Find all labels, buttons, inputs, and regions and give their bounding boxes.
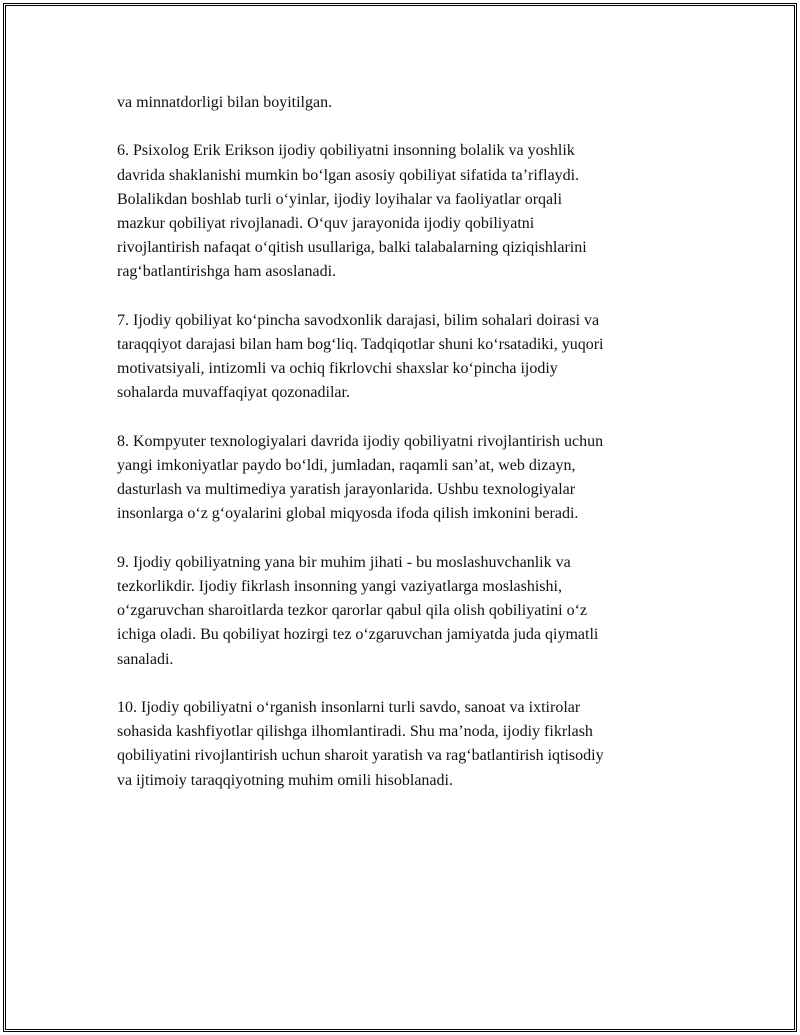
text-line: mazkur qobiliyat rivojlanadi. O‘quv jarayonida ijodiy qobiliyatni <box>117 215 535 232</box>
text-line: qobiliyatini rivojlantirish uchun sharoit yaratish va rag‘batlantirish iqtisodiy <box>117 747 604 765</box>
text-line: motivatsiyali, intizomli va ochiq fikrlovchi shaxslar ko‘pincha ijodiy <box>117 360 558 378</box>
paragraph-7 <box>117 309 687 406</box>
text-line: Bolalikdan boshlab turli o‘yinlar, ijodiy loyihalar va faoliyatlar orqali <box>117 190 563 208</box>
paragraph-8 <box>117 430 687 527</box>
text-line: sanaladi. <box>117 650 174 668</box>
text-line: davrida shaklanishi mumkin bo‘lgan asosiy qobiliyat sifatida ta’riflaydi. <box>117 166 580 184</box>
paragraph-9 <box>117 551 687 672</box>
paragraph-10 <box>117 696 687 793</box>
text-line: rag‘batlantirishga ham asoslanadi. <box>117 263 337 281</box>
text-line: insonlarga o‘z g‘oyalarini global miqyosda ifoda qilish imkonini beradi. <box>117 505 579 523</box>
paragraph-continuation <box>117 91 687 115</box>
text-line: 6. Psixolog Erik Erikson ijodiy qobiliyatni insonning bolalik va yoshlik <box>117 142 575 160</box>
text-line: 8. Kompyuter texnologiyalari davrida ijodiy qobiliyatni rivojlantirish uchun <box>117 432 604 450</box>
text-line: dasturlash va multimediya yaratish jarayonlarida. Ushbu texnologiyalar <box>117 481 576 499</box>
text-line: 7. Ijodiy qobiliyat ko‘pincha savodxonlik darajasi, bilim sohalari doirasi va <box>117 311 600 329</box>
text-line: ichiga oladi. Bu qobiliyat hozirgi tez o‘zgaruvchan jamiyatda juda qiymatli <box>117 626 599 644</box>
text-line: sohasida kashfiyotlar qilishga ilhomlantiradi. Shu ma’noda, ijodiy fikrlash <box>117 723 593 741</box>
text-line: o‘zgaruvchan sharoitlarda tezkor qarorlar qabul qila olish qobiliyatini o‘z <box>117 602 588 620</box>
text-line: tezkorlikdir. Ijodiy fikrlash insonning yangi vaziyatlarga moslashishi, <box>117 578 562 595</box>
text-line: 10. Ijodiy qobiliyatni o‘rganish insonlarni turli savdo, sanoat va ixtirolar <box>117 699 581 716</box>
text-line: va ijtimoiy taraqqiyotning muhim omili hisoblanadi. <box>117 771 453 789</box>
text-line: 9. Ijodiy qobiliyatning yana bir muhim jihati - bu moslashuvchanlik va <box>117 553 571 571</box>
text-line: yangi imkoniyatlar paydo bo‘ldi, jumladan, raqamli san’at, web dizayn, <box>117 457 576 474</box>
paragraph-6 <box>117 139 687 284</box>
text-line: va minnatdorligi bilan boyitilgan. <box>117 94 333 111</box>
document-body <box>117 91 687 793</box>
text-line: rivojlantirish nafaqat o‘qitish usullariga, balki talabalarning qiziqishlarini <box>117 239 587 257</box>
text-line: sohalarda muvaffaqiyat qozonadilar. <box>117 384 350 402</box>
text-line: taraqqiyot darajasi bilan ham bog‘liq. Tadqiqotlar shuni ko‘rsatadiki, yuqori <box>117 336 604 353</box>
